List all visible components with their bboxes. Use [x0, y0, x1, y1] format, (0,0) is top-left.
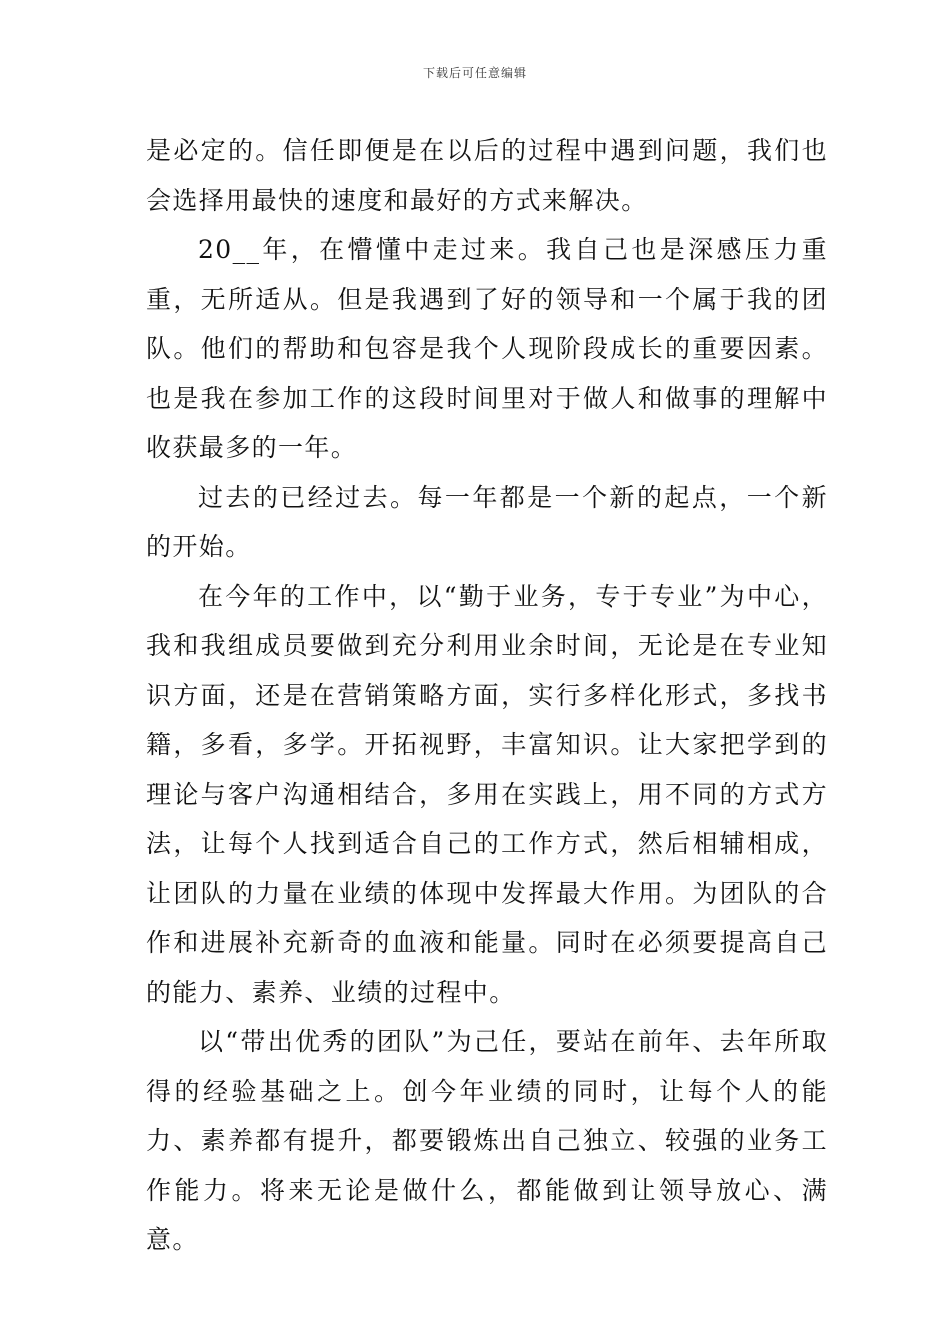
paragraph-new-start: 过去的已经过去。每一年都是一个新的起点，一个新的开始。 — [146, 482, 828, 561]
document-body — [146, 126, 828, 1265]
paragraph-continuation: 是必定的。信任即便是在以后的过程中遇到问题，我们也会选择用最快的速度和最好的方式来解决。 — [146, 136, 828, 215]
paragraph-team-goal: 以“带出优秀的团队”为己任，要站在前年、去年所取得的经验基础之上。创今年业绩的同时，让每个人的能力、素养都有提升，都要锻炼出自己独立、较强的业务工作能力。将来无论是做什么，都能做到让领导放心、满意。 — [146, 1027, 828, 1254]
paragraph-year-review: 20__年，在懵懂中走过来。我自己也是深感压力重重，无所适从。但是我遇到了好的领导和一个属于我的团队。他们的帮助和包容是我个人现阶段成长的重要因素。也是我在参加工作的这段时间里对于做人和做事的理解中收获最多的一年。 — [146, 235, 828, 462]
paragraph-work-plan: 在今年的工作中，以“勤于业务，专于专业”为中心，我和我组成员要做到充分利用业余时间，无论是在专业知识方面，还是在营销策略方面，实行多样化形式，多找书籍，多看，多学。开拓视野，丰富知识。让大家把学到的理论与客户沟通相结合，多用在实践上，用不同的方式方法，让每个人找到适合自己的工作方式，然后相辅相成，让团队的力量在业绩的体现中发挥最大作用。为团队的合作和进展补充新奇的血液和能量。同时在必须要提高自己的能力、素养、业绩的过程中。 — [146, 581, 828, 1007]
header-note: 下载后可任意编辑 — [422, 66, 527, 80]
